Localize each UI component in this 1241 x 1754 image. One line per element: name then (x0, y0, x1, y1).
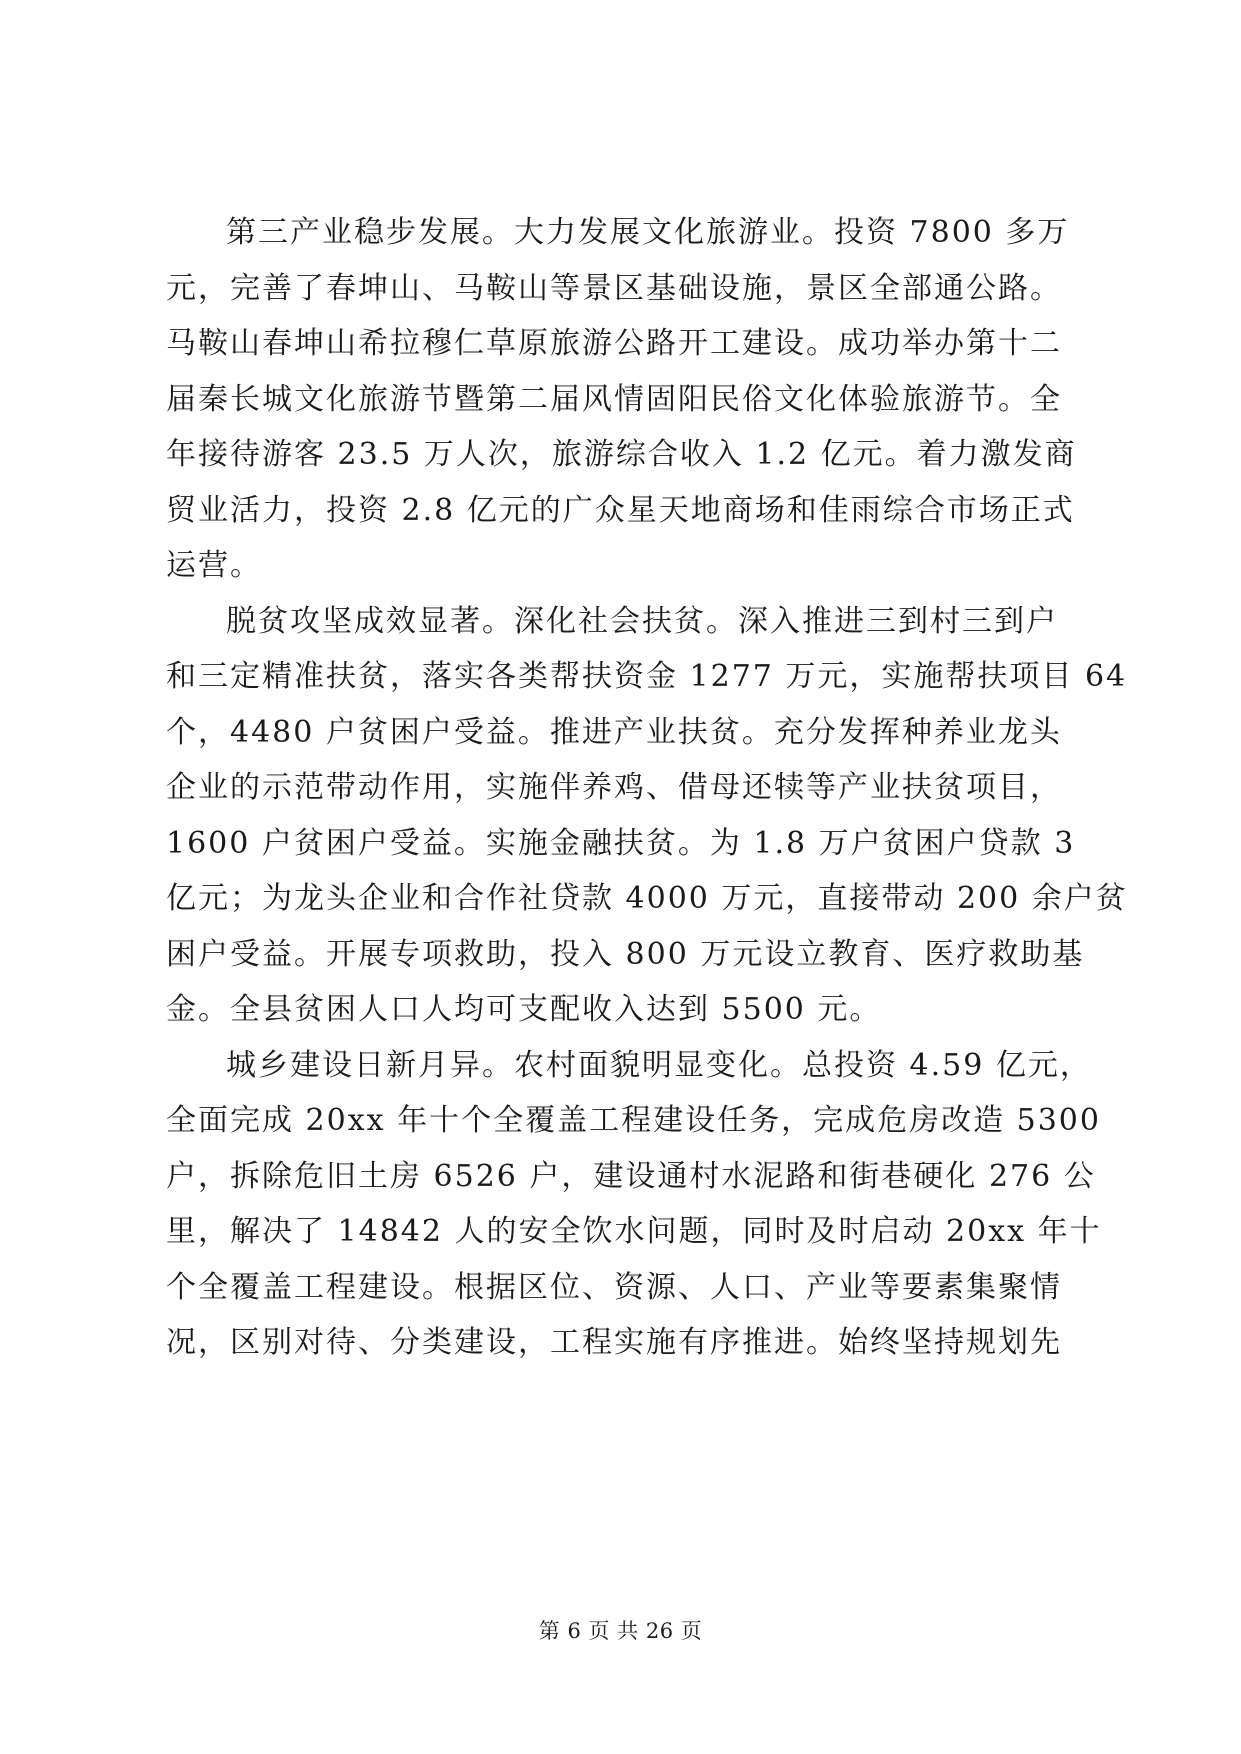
text-line: 困户受益。开展专项救助，投入 800 万元设立教育、医疗救助基 (166, 936, 1085, 972)
paragraph (166, 1038, 1102, 1371)
text-line: 和三定精准扶贫，落实各类帮扶资金 1277 万元，实施帮扶项目 64 (166, 659, 1128, 694)
text-line: 城乡建设日新月异。农村面貌明显变化。总投资 4.59 亿元， (226, 1047, 1092, 1083)
text-line: 元，完善了春坤山、马鞍山等景区基础设施，景区全部通公路。 (166, 270, 1062, 306)
text-line: 个，4480 户贫困户受益。推进产业扶贫。充分发挥种养业龙头 (166, 714, 1062, 750)
paragraph (166, 205, 1076, 594)
text-line: 亿元；为龙头企业和合作社贷款 4000 万元，直接带动 200 余户贫 (166, 881, 1128, 916)
text-line: 马鞍山春坤山希拉穆仁草原旅游公路开工建设。成功举办第十二 (166, 326, 1062, 361)
text-line: 脱贫攻坚成效显著。深化社会扶贫。深入推进三到村三到户 (226, 603, 1058, 639)
text-line: 运营。 (166, 548, 262, 583)
text-line: 第三产业稳步发展。大力发展文化旅游业。投资 7800 多万 (226, 215, 1070, 250)
text-line: 况，区别对待、分类建设，工程实施有序推进。始终坚持规划先 (166, 1325, 1062, 1360)
document-body (166, 205, 1128, 1371)
text-line: 贸业活力，投资 2.8 亿元的广众星天地商场和佳雨综合市场正式 (166, 492, 1075, 528)
text-line: 户，拆除危旧土房 6526 户，建设通村水泥路和街巷硬化 276 公 (166, 1158, 1096, 1194)
text-line: 全面完成 20xx 年十个全覆盖工程建设任务，完成危房改造 5300 (166, 1103, 1101, 1138)
page-number-footer: 第 6 页 共 26 页 (538, 1619, 703, 1643)
text-line: 届秦长城文化旅游节暨第二届风情固阳民俗文化体验旅游节。全 (166, 381, 1062, 417)
text-line: 1600 户贫困户受益。实施金融扶贫。为 1.8 万户贫困户贷款 3 (166, 825, 1076, 861)
text-line: 个全覆盖工程建设。根据区位、资源、人口、产业等要素集聚情 (166, 1269, 1062, 1305)
text-line: 企业的示范带动作用，实施伴养鸡、借母还犊等产业扶贫项目， (166, 770, 1062, 805)
paragraph (166, 594, 1128, 1038)
text-line: 里，解决了 14842 人的安全饮水问题，同时及时启动 20xx 年十 (166, 1214, 1102, 1249)
text-line: 年接待游客 23.5 万人次，旅游综合收入 1.2 亿元。着力激发商 (166, 437, 1077, 472)
text-line: 金。全县贫困人口人均可支配收入达到 5500 元。 (166, 992, 882, 1027)
